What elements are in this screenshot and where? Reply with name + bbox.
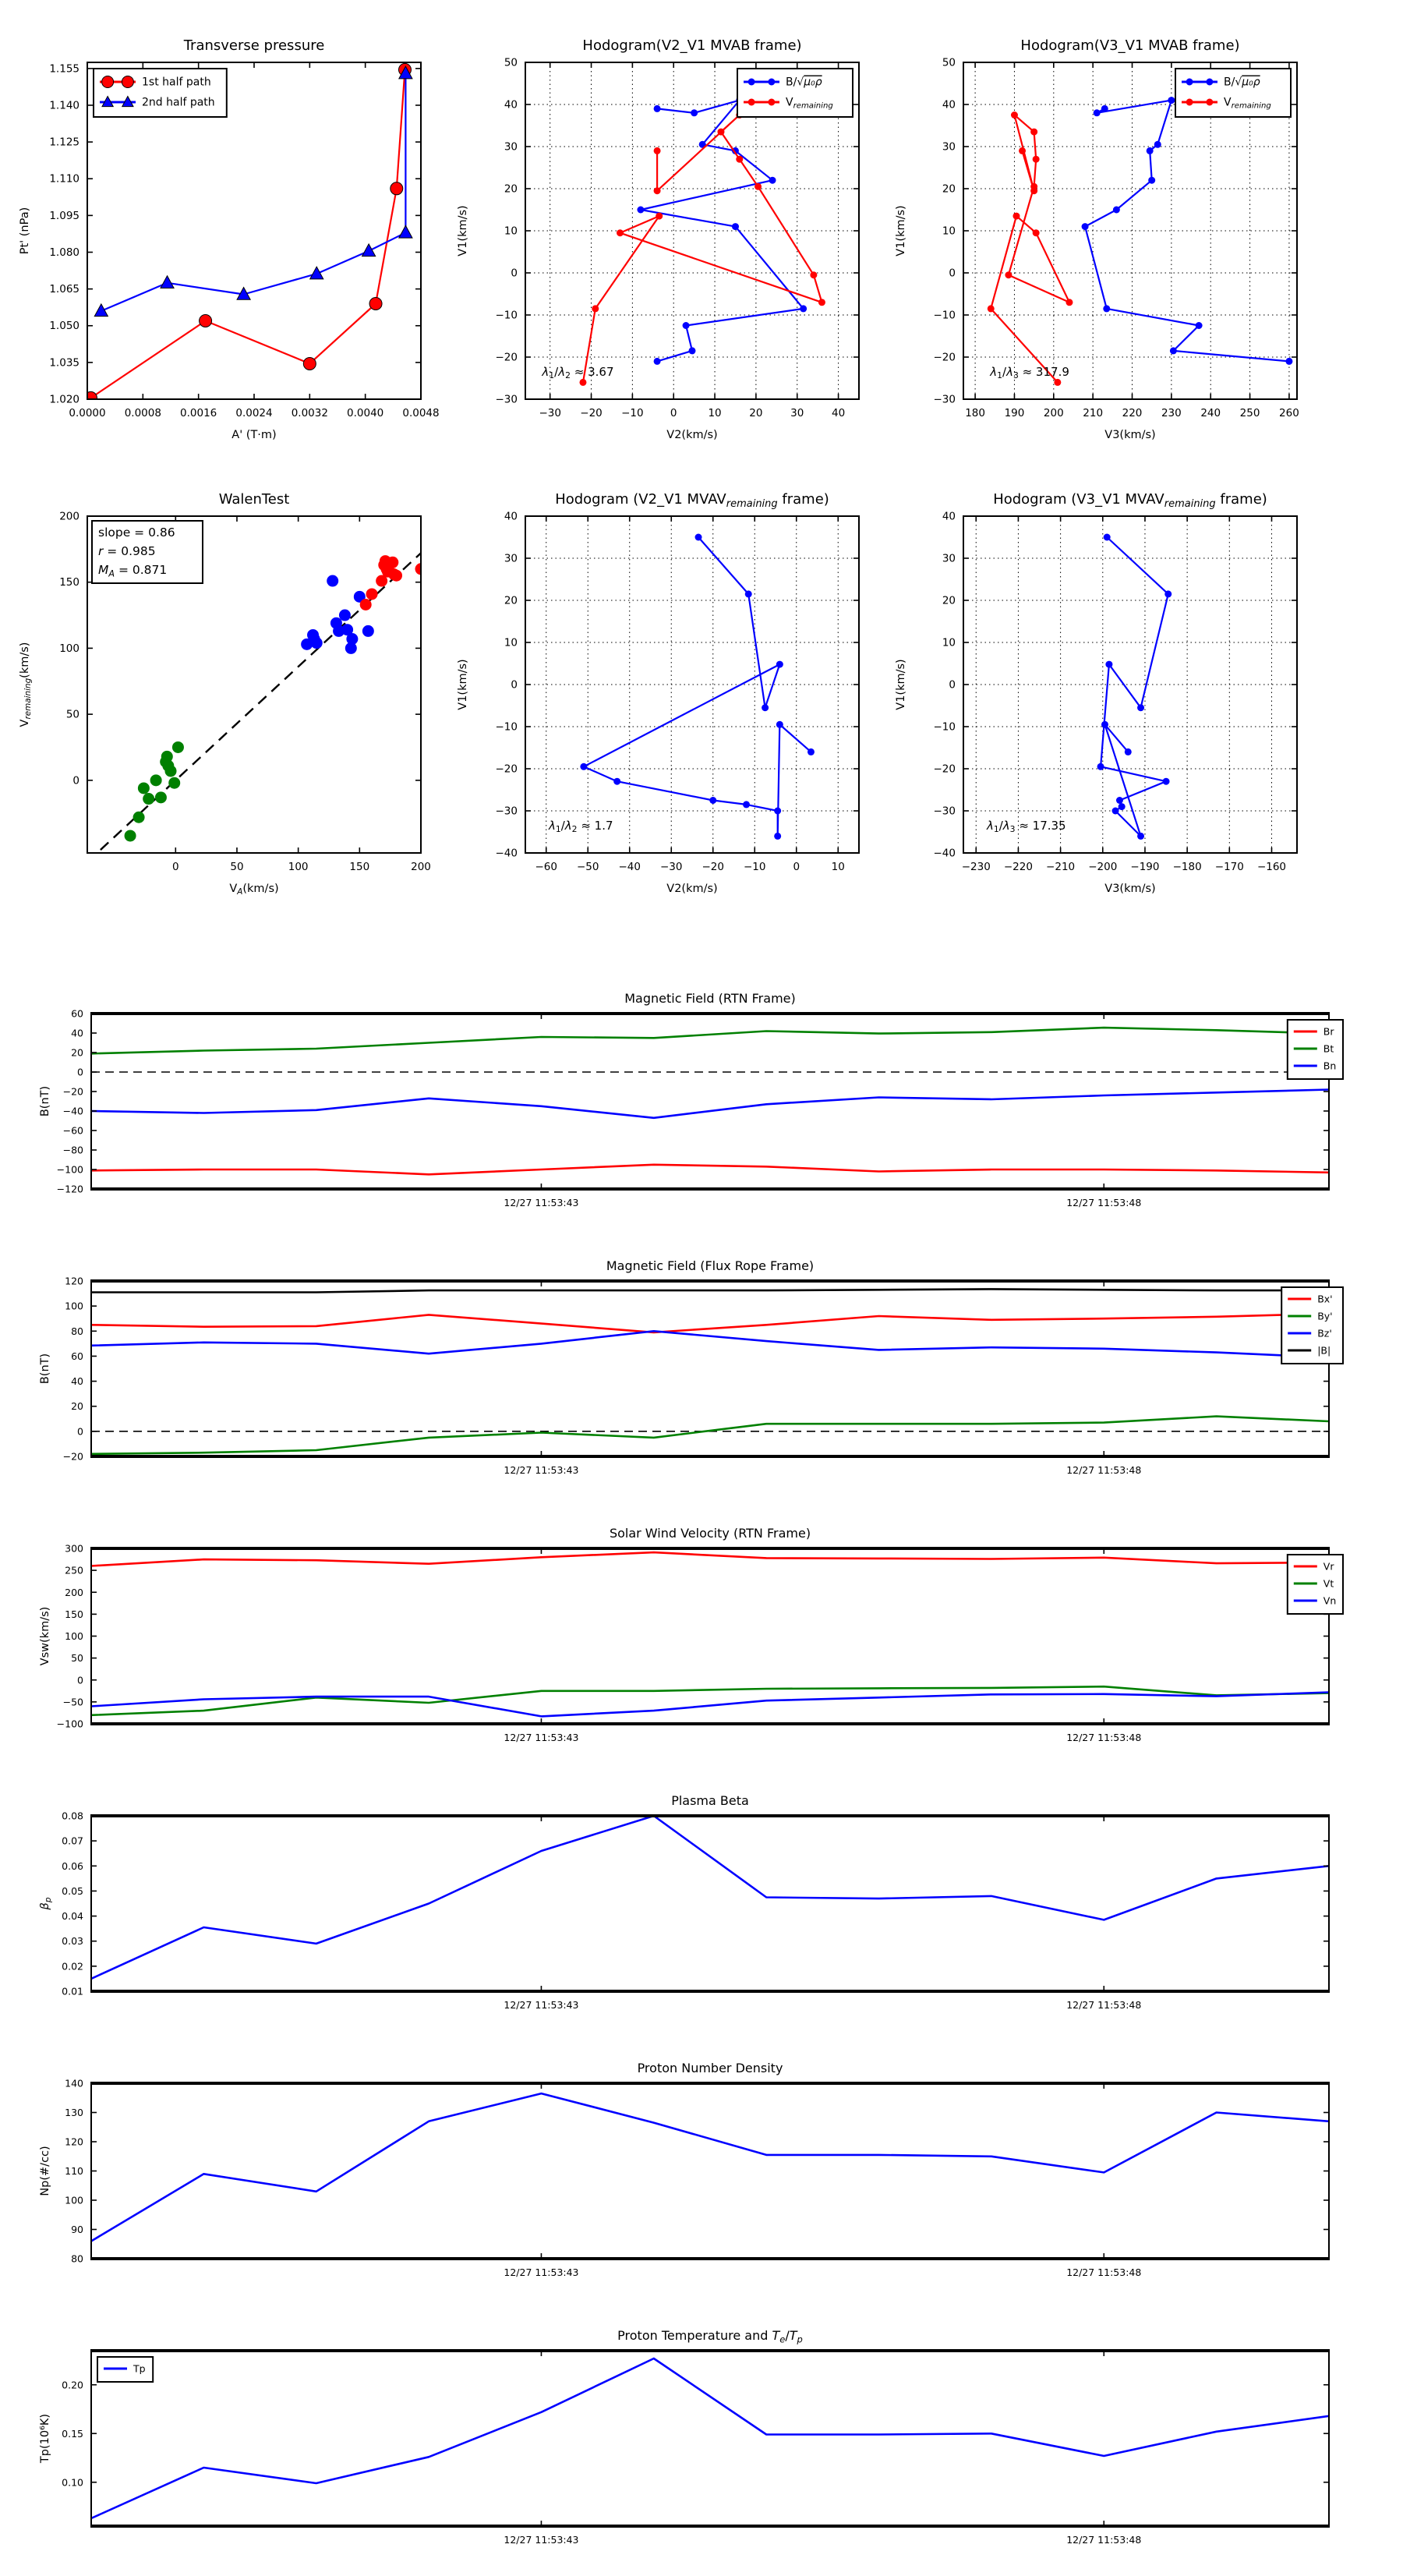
svg-text:12/27 11:53:48: 12/27 11:53:48 (1066, 2534, 1142, 2546)
svg-text:12/27 11:53:48: 12/27 11:53:48 (1066, 1732, 1142, 1743)
svg-text:40: 40 (942, 98, 956, 111)
svg-text:0.0016: 0.0016 (180, 407, 217, 419)
svg-text:60: 60 (71, 1007, 83, 1020)
svg-text:0: 0 (171, 861, 179, 873)
lambda-annotation: $\lambda_1/\lambda_3 \approx 17.35$ (986, 818, 1066, 835)
svg-text:−120: −120 (56, 1183, 83, 1195)
svg-text:30: 30 (504, 552, 518, 565)
x-axis-label: $V_A(km/s)$ (229, 883, 279, 897)
legend (97, 2357, 153, 2382)
svg-text:260: 260 (1279, 407, 1299, 419)
svg-text:90: 90 (71, 2224, 83, 2235)
svg-text:12/27 11:53:43: 12/27 11:53:43 (504, 1197, 579, 1208)
svg-text:0: 0 (949, 267, 956, 280)
svg-text:40: 40 (71, 1027, 83, 1039)
svg-text:200: 200 (65, 1586, 83, 1598)
lambda-annotation: $\lambda_1/\lambda_2 \approx 3.67$ (542, 364, 614, 381)
svg-text:−10: −10 (495, 309, 518, 322)
y-axis-label: Tp(10⁶K) (39, 2413, 51, 2464)
svg-text:10: 10 (708, 407, 722, 419)
legend (737, 69, 853, 117)
svg-text:−190: −190 (1130, 861, 1160, 873)
svg-text:140: 140 (65, 2077, 83, 2089)
svg-text:150: 150 (65, 1608, 83, 1620)
svg-text:Br: Br (1323, 1025, 1334, 1038)
svg-text:12/27 11:53:43: 12/27 11:53:43 (504, 1999, 579, 2011)
svg-text:50: 50 (230, 861, 244, 873)
svg-text:1.050: 1.050 (49, 320, 80, 333)
plot-area (91, 2083, 1329, 2259)
svg-text:1.095: 1.095 (49, 209, 80, 222)
chart-title: Magnetic Field (Flux Rope Frame) (606, 1258, 815, 1273)
svg-text:10: 10 (504, 636, 518, 649)
chart-hodogram-v2v1-mvav (457, 491, 860, 895)
y-axis-label: V1(km/s) (457, 205, 469, 257)
svg-text:40: 40 (504, 98, 518, 111)
svg-text:0.0008: 0.0008 (124, 407, 161, 419)
svg-text:40: 40 (942, 510, 956, 523)
svg-text:1.020: 1.020 (49, 393, 80, 406)
svg-text:−60: −60 (535, 861, 557, 873)
lambda-annotation: $\lambda_1/\lambda_3 \approx 317.9$ (990, 364, 1069, 381)
svg-text:100: 100 (65, 1300, 83, 1312)
svg-text:1st half path: 1st half path (142, 76, 211, 89)
svg-text:0.10: 0.10 (62, 2476, 83, 2489)
svg-text:1.065: 1.065 (49, 283, 80, 296)
svg-text:−40: −40 (495, 847, 518, 860)
chart-title: Hodogram (V2_V1 $MVAV_{remaining}$ frame) (555, 491, 829, 510)
svg-text:−20: −20 (62, 1085, 83, 1098)
svg-text:190: 190 (1004, 407, 1025, 419)
svg-text:−20: −20 (495, 763, 518, 776)
svg-text:0.01: 0.01 (62, 1985, 83, 1997)
chart-title: Hodogram(V3_V1 MVAB frame) (1020, 37, 1240, 54)
svg-text:−10: −10 (495, 720, 518, 734)
chart-title: Hodogram(V2_V1 MVAB frame) (582, 37, 802, 54)
svg-text:12/27 11:53:48: 12/27 11:53:48 (1066, 2266, 1142, 2278)
x-axis-label: V3(km/s) (1104, 883, 1156, 895)
svg-text:12/27 11:53:48: 12/27 11:53:48 (1066, 1999, 1142, 2011)
svg-text:110: 110 (65, 2165, 83, 2177)
chart-transverse-pressure (19, 37, 440, 441)
svg-text:20: 20 (942, 594, 956, 607)
svg-text:2nd half path: 2nd half path (142, 96, 215, 109)
svg-text:1.140: 1.140 (49, 99, 80, 112)
x-axis-label: A' (T·m) (231, 429, 277, 441)
chart-proton-temperature (39, 2328, 1330, 2546)
svg-text:20: 20 (71, 1400, 83, 1413)
svg-text:0.0040: 0.0040 (347, 407, 384, 419)
chart-plasma-beta (39, 1793, 1330, 2011)
svg-text:−160: −160 (1256, 861, 1287, 873)
chart-hodogram-v3v1-mvab (895, 37, 1299, 441)
svg-text:40: 40 (831, 407, 846, 419)
svg-text:Bt: Bt (1323, 1042, 1334, 1055)
svg-text:MA = 0.871: $M_A = 0.871$ (98, 563, 168, 579)
svg-text:120: 120 (65, 1275, 83, 1287)
chart-title: Solar Wind Velocity (RTN Frame) (609, 1526, 811, 1541)
stats-box (92, 521, 203, 583)
chart-title: Hodogram (V3_V1 $MVAV_{remaining}$ frame) (993, 491, 1267, 510)
svg-text:250: 250 (65, 1564, 83, 1576)
svg-text:100: 100 (65, 1630, 83, 1642)
svg-text:0: 0 (511, 267, 518, 280)
svg-text:0: 0 (793, 861, 800, 873)
svg-text:50: 50 (65, 708, 80, 721)
svg-text:Tp: Tp (133, 2362, 146, 2375)
svg-text:12/27 11:53:43: 12/27 11:53:43 (504, 1464, 579, 1476)
svg-text:Vn: Vn (1323, 1594, 1337, 1607)
svg-text:20: 20 (942, 182, 956, 196)
svg-text:−30: −30 (539, 407, 561, 419)
chart-hodogram-v2v1-mvab (457, 37, 860, 441)
svg-text:0.15: 0.15 (62, 2427, 83, 2440)
svg-text:−50: −50 (62, 1696, 83, 1708)
svg-text:0: 0 (77, 1425, 83, 1438)
svg-text:−10: −10 (744, 861, 766, 873)
svg-text:−20: −20 (933, 351, 956, 364)
svg-text:10: 10 (942, 225, 956, 238)
svg-text:1.155: 1.155 (49, 62, 80, 76)
chart-proton-number-density (39, 2061, 1330, 2278)
svg-text:Bn: Bn (1323, 1060, 1337, 1072)
legend (1288, 1020, 1343, 1079)
chart-hodogram-v3v1-mvav (895, 491, 1298, 895)
svg-text:40: 40 (71, 1375, 83, 1388)
svg-text:Vt: Vt (1323, 1577, 1334, 1590)
svg-text:B/√μ₀ρ: B/√μ₀ρ (1224, 76, 1260, 89)
chart-title: Proton Temperature and $T_e/T_p$ (617, 2328, 803, 2345)
svg-text:slope = 0.86: slope = 0.86 (98, 525, 175, 540)
chart-magnetic-field-rtn (39, 991, 1343, 1208)
svg-text:20: 20 (504, 594, 518, 607)
legend (1288, 1555, 1343, 1614)
plot-area (91, 1816, 1329, 1991)
chart-title: Magnetic Field (RTN Frame) (624, 991, 796, 1006)
plot-area (91, 2351, 1329, 2526)
svg-text:−170: −170 (1214, 861, 1244, 873)
svg-text:−30: −30 (933, 393, 956, 406)
svg-text:0.05: 0.05 (62, 1884, 83, 1897)
chart-title: WalenTest (218, 491, 290, 508)
svg-text:−80: −80 (62, 1144, 83, 1156)
svg-text:300: 300 (65, 1542, 83, 1555)
svg-text:−100: −100 (56, 1163, 83, 1176)
y-axis-label: V1(km/s) (895, 659, 907, 710)
y-axis-label: Pt' (nPa) (19, 207, 31, 255)
svg-text:r = 0.985: r = 0.985 (98, 544, 156, 558)
svg-text:12/27 11:53:48: 12/27 11:53:48 (1066, 1197, 1142, 1208)
svg-text:0.06: 0.06 (62, 1859, 83, 1872)
svg-text:−30: −30 (495, 805, 518, 818)
svg-text:−100: −100 (56, 1718, 83, 1730)
legend (1175, 69, 1291, 117)
svg-text:By': By' (1317, 1310, 1333, 1322)
x-axis-label: V3(km/s) (1104, 429, 1156, 441)
svg-text:1.080: 1.080 (49, 246, 80, 259)
svg-text:Bz': Bz' (1317, 1327, 1332, 1339)
legend (1281, 1287, 1343, 1364)
y-axis-label: V1(km/s) (895, 205, 907, 257)
svg-text:0: 0 (511, 678, 518, 692)
y-axis-label: Np(#/cc) (39, 2146, 51, 2196)
svg-text:−200: −200 (1088, 861, 1118, 873)
x-axis-label: V2(km/s) (666, 883, 718, 895)
svg-text:40: 40 (504, 510, 518, 523)
svg-text:Vr: Vr (1323, 1560, 1334, 1573)
svg-text:0.0032: 0.0032 (291, 407, 328, 419)
svg-text:−10: −10 (933, 720, 956, 734)
svg-text:0.0024: 0.0024 (235, 407, 273, 419)
svg-text:−230: −230 (961, 861, 991, 873)
svg-text:0: 0 (670, 407, 677, 419)
chart-title: Proton Number Density (637, 2061, 783, 2075)
svg-text:−50: −50 (577, 861, 599, 873)
svg-text:|B|: |B| (1317, 1344, 1331, 1357)
chart-magnetic-field-flux-rope (39, 1258, 1343, 1476)
svg-text:0.07: 0.07 (62, 1835, 83, 1847)
svg-text:210: 210 (1083, 407, 1104, 419)
chart-solar-wind-velocity-rtn (39, 1526, 1343, 1743)
x-axis-label: V2(km/s) (666, 429, 718, 441)
svg-text:10: 10 (831, 861, 845, 873)
svg-text:0.02: 0.02 (62, 1960, 83, 1973)
y-axis-label: B(nT) (39, 1085, 51, 1117)
svg-text:0: 0 (72, 774, 80, 787)
svg-text:−60: −60 (62, 1124, 83, 1137)
svg-text:12/27 11:53:43: 12/27 11:53:43 (504, 1732, 579, 1743)
svg-text:−20: −20 (62, 1450, 83, 1463)
svg-text:−20: −20 (933, 763, 956, 776)
legend (94, 69, 227, 117)
lambda-annotation: $\lambda_1/\lambda_2 \approx 1.7$ (548, 818, 613, 835)
svg-text:−10: −10 (621, 407, 644, 419)
svg-text:12/27 11:53:48: 12/27 11:53:48 (1066, 1464, 1142, 1476)
svg-text:1.110: 1.110 (49, 172, 80, 186)
svg-text:−20: −20 (702, 861, 724, 873)
chart-walen-test (19, 491, 431, 897)
svg-text:0.04: 0.04 (62, 1910, 83, 1923)
svg-text:0.0000: 0.0000 (69, 407, 106, 419)
svg-text:100: 100 (288, 861, 309, 873)
svg-text:0.03: 0.03 (62, 1935, 83, 1948)
svg-text:60: 60 (71, 1350, 83, 1362)
svg-text:30: 30 (790, 407, 804, 419)
svg-text:1.125: 1.125 (49, 136, 80, 149)
svg-text:150: 150 (59, 576, 80, 589)
svg-text:−210: −210 (1046, 861, 1076, 873)
chart-title: Plasma Beta (671, 1793, 749, 1808)
svg-text:−40: −40 (618, 861, 641, 873)
svg-text:−30: −30 (933, 805, 956, 818)
svg-text:240: 240 (1200, 407, 1221, 419)
svg-text:30: 30 (942, 552, 956, 565)
svg-text:0: 0 (77, 1066, 83, 1078)
svg-text:100: 100 (65, 2194, 83, 2206)
svg-text:−40: −40 (62, 1105, 83, 1117)
svg-text:20: 20 (71, 1046, 83, 1059)
svg-text:20: 20 (749, 407, 763, 419)
svg-text:−20: −20 (495, 351, 518, 364)
svg-text:12/27 11:53:43: 12/27 11:53:43 (504, 2266, 579, 2278)
y-axis-label: $V_{remaining}(km/s)$ (19, 642, 34, 727)
svg-text:200: 200 (411, 861, 431, 873)
svg-text:Bx': Bx' (1317, 1293, 1333, 1305)
svg-text:180: 180 (965, 407, 985, 419)
svg-text:−220: −220 (1003, 861, 1033, 873)
svg-text:−20: −20 (580, 407, 603, 419)
svg-text:30: 30 (942, 140, 956, 154)
svg-text:0.0048: 0.0048 (402, 407, 440, 419)
svg-text:130: 130 (65, 2107, 83, 2118)
svg-text:12/27 11:53:43: 12/27 11:53:43 (504, 2534, 579, 2546)
svg-text:Vremaining: $V_{remaining}$ (1224, 96, 1271, 111)
svg-text:50: 50 (942, 56, 956, 69)
svg-text:0.20: 0.20 (62, 2379, 83, 2391)
svg-text:30: 30 (504, 140, 518, 154)
svg-text:230: 230 (1161, 407, 1182, 419)
svg-text:−10: −10 (933, 309, 956, 322)
svg-text:50: 50 (504, 56, 518, 69)
svg-text:50: 50 (71, 1652, 83, 1665)
svg-text:80: 80 (71, 2252, 83, 2265)
y-axis-label: V1(km/s) (457, 659, 469, 710)
svg-text:20: 20 (504, 182, 518, 196)
svg-text:10: 10 (942, 636, 956, 649)
svg-text:−30: −30 (495, 393, 518, 406)
y-axis-label: Vsw(km/s) (39, 1606, 51, 1666)
svg-text:1.035: 1.035 (49, 356, 80, 370)
svg-text:−30: −30 (660, 861, 683, 873)
svg-text:−40: −40 (933, 847, 956, 860)
svg-text:80: 80 (71, 1325, 83, 1337)
svg-text:120: 120 (65, 2135, 83, 2148)
svg-text:0.08: 0.08 (62, 1810, 83, 1822)
svg-text:200: 200 (59, 510, 80, 523)
svg-text:Vremaining: $V_{remaining}$ (786, 96, 833, 111)
svg-text:100: 100 (59, 642, 80, 655)
svg-text:0: 0 (949, 678, 956, 692)
svg-text:10: 10 (504, 225, 518, 238)
svg-text:0: 0 (77, 1674, 83, 1686)
svg-text:B/√μ₀ρ: B/√μ₀ρ (786, 76, 822, 89)
svg-text:−180: −180 (1172, 861, 1202, 873)
chart-title: Transverse pressure (183, 37, 325, 54)
y-axis-label: B(nT) (39, 1353, 51, 1385)
svg-text:220: 220 (1122, 407, 1143, 419)
plot-area (91, 1014, 1329, 1189)
svg-text:200: 200 (1043, 407, 1064, 419)
svg-text:250: 250 (1239, 407, 1260, 419)
y-axis-label: $\beta_p$ (39, 1897, 54, 1910)
svg-text:150: 150 (349, 861, 370, 873)
